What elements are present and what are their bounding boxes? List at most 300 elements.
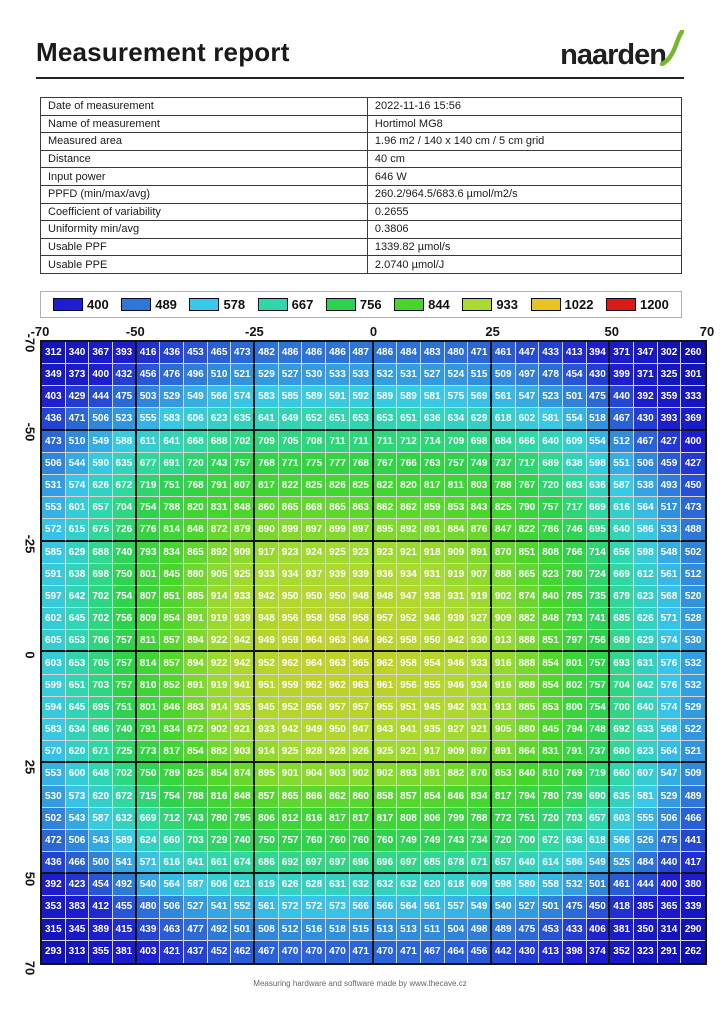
- heatmap-cell: 557: [445, 896, 469, 918]
- heatmap-cell: 470: [374, 941, 398, 963]
- heatmap-cell: 862: [374, 497, 398, 519]
- heatmap-cell: 814: [160, 519, 184, 541]
- heatmap-cell: 942: [445, 630, 469, 652]
- legend-swatch: [189, 298, 219, 311]
- heatmap-cell: 467: [634, 431, 658, 453]
- heatmap-cell: 652: [302, 408, 326, 430]
- heatmap-cell: 864: [516, 741, 540, 763]
- heatmap-cell: 427: [681, 453, 705, 475]
- heatmap-cell: 543: [89, 830, 113, 852]
- heatmap-cell: 866: [302, 786, 326, 808]
- heatmap-cell: 891: [468, 542, 492, 564]
- heatmap-cell: 750: [137, 763, 161, 785]
- heatmap-cell: 891: [421, 763, 445, 785]
- heatmap-cell: 521: [231, 364, 255, 386]
- heatmap-cell: 454: [89, 874, 113, 896]
- heatmap-cell: 851: [539, 630, 563, 652]
- heatmap-cell: 689: [610, 630, 634, 652]
- heatmap-cell: 794: [563, 719, 587, 741]
- heatmap-cell: 510: [66, 431, 90, 453]
- heatmap-cell: 854: [539, 652, 563, 674]
- heatmap-cell: 817: [160, 741, 184, 763]
- heatmap-cell: 749: [421, 830, 445, 852]
- y-axis-tick-label: -50: [22, 422, 38, 442]
- heatmap-cell: 598: [634, 542, 658, 564]
- heatmap-cell: 853: [539, 697, 563, 719]
- heatmap-cell: 725: [113, 741, 137, 763]
- heatmap-cell: 767: [374, 453, 398, 475]
- heatmap-cell: 439: [137, 919, 161, 941]
- heatmap-cell: 857: [160, 630, 184, 652]
- heatmap-cell: 903: [231, 741, 255, 763]
- heatmap-cell: 475: [563, 896, 587, 918]
- heatmap-cell: 561: [492, 386, 516, 408]
- heatmap-cell: 597: [42, 586, 66, 608]
- heatmap-cell: 518: [587, 408, 611, 430]
- heatmap-cell: 403: [137, 941, 161, 963]
- heatmap-cell: 825: [184, 763, 208, 785]
- heatmap-cell: 882: [445, 763, 469, 785]
- heatmap-cell: 769: [563, 763, 587, 785]
- heatmap-cell: 684: [492, 431, 516, 453]
- heatmap-cell: 808: [397, 808, 421, 830]
- heatmap-cell: 359: [658, 386, 682, 408]
- info-table-row: [41, 98, 682, 116]
- heatmap-cell: 692: [610, 719, 634, 741]
- heatmap-cell: 581: [634, 786, 658, 808]
- heatmap-cell: 939: [350, 564, 374, 586]
- heatmap-cell: 489: [681, 786, 705, 808]
- legend-swatch: [121, 298, 151, 311]
- heatmap-cell: 466: [66, 852, 90, 874]
- heatmap-cell: 942: [231, 652, 255, 674]
- heatmap-cell: 554: [563, 408, 587, 430]
- info-table-row: [41, 221, 682, 239]
- heatmap-cell: 919: [468, 586, 492, 608]
- heatmap-cell: 743: [208, 453, 232, 475]
- heatmap-cell: 788: [184, 786, 208, 808]
- heatmap-cell: 467: [255, 941, 279, 963]
- heatmap-cell: 607: [634, 763, 658, 785]
- heatmap-cell: 571: [137, 852, 161, 874]
- heatmap-cell: 566: [208, 386, 232, 408]
- heatmap-cell: 501: [563, 386, 587, 408]
- heatmap-cell: 636: [563, 830, 587, 852]
- heatmap-cell: 573: [66, 786, 90, 808]
- heatmap-cell: 880: [184, 564, 208, 586]
- heatmap-cell: 705: [89, 652, 113, 674]
- heatmap-cell: 345: [66, 919, 90, 941]
- heatmap-cell: 403: [42, 386, 66, 408]
- heatmap-cell: 484: [397, 342, 421, 364]
- heatmap-cell: 751: [160, 475, 184, 497]
- heatmap-cell: 950: [421, 630, 445, 652]
- heatmap-cell: 680: [610, 741, 634, 763]
- heatmap-cell: 948: [350, 586, 374, 608]
- heatmap-cell: 470: [326, 941, 350, 963]
- heatmap-cell: 526: [634, 830, 658, 852]
- heatmap-cell: 919: [445, 564, 469, 586]
- heatmap-cell: 720: [184, 453, 208, 475]
- heatmap-cell: 956: [279, 608, 303, 630]
- heatmap-cell: 636: [587, 475, 611, 497]
- heatmap-cell: 611: [137, 431, 161, 453]
- heatmap-cell: 760: [350, 830, 374, 852]
- heatmap-cell: 894: [184, 630, 208, 652]
- heatmap-cell: 340: [66, 342, 90, 364]
- heatmap-cell: 574: [658, 697, 682, 719]
- heatmap-cell: 512: [681, 564, 705, 586]
- heatmap-cell: 533: [326, 364, 350, 386]
- heatmap-cell: 325: [658, 364, 682, 386]
- heatmap-cell: 817: [421, 475, 445, 497]
- heatmap-cell: 501: [539, 896, 563, 918]
- heatmap-cell: 486: [326, 342, 350, 364]
- heatmap-cell: 957: [374, 608, 398, 630]
- heatmap-cell: 685: [421, 852, 445, 874]
- heatmap-cell: 890: [255, 519, 279, 541]
- heatmap-cell: 956: [397, 675, 421, 697]
- heatmap-cell: 803: [468, 475, 492, 497]
- heatmap-cell: 895: [255, 763, 279, 785]
- legend-item: [326, 297, 382, 312]
- legend-swatch: [258, 298, 288, 311]
- heatmap-cell: 471: [468, 342, 492, 364]
- heatmap-cell: 262: [681, 941, 705, 963]
- heatmap-cell: 825: [302, 475, 326, 497]
- heatmap-cell: 949: [255, 630, 279, 652]
- heatmap-cell: 865: [326, 497, 350, 519]
- heatmap-cell: 475: [658, 830, 682, 852]
- heatmap-cell: 930: [468, 630, 492, 652]
- heatmap-cell: 512: [279, 919, 303, 941]
- heatmap-cell: 385: [634, 896, 658, 918]
- heatmap-cell: 785: [563, 586, 587, 608]
- heatmap-cell: 293: [42, 941, 66, 963]
- heatmap-cell: 714: [421, 431, 445, 453]
- heatmap-cell: 799: [445, 808, 469, 830]
- heatmap-cell: 695: [587, 519, 611, 541]
- heatmap-cell: 500: [89, 852, 113, 874]
- heatmap-cell: 857: [255, 786, 279, 808]
- heatmap-cell: 754: [113, 586, 137, 608]
- heatmap-cell: 894: [184, 652, 208, 674]
- heatmap-cell: 631: [634, 652, 658, 674]
- heatmap-cell: 609: [468, 874, 492, 896]
- heatmap-cell: 672: [113, 786, 137, 808]
- heatmap-cell: 897: [468, 741, 492, 763]
- heatmap-cell: 642: [66, 586, 90, 608]
- heatmap-cell: 657: [492, 852, 516, 874]
- heatmap-cell: 859: [421, 497, 445, 519]
- heatmap-cell: 766: [397, 453, 421, 475]
- heatmap-cell: 814: [137, 652, 161, 674]
- heatmap-cell: 696: [350, 852, 374, 874]
- heatmap-cell: 882: [208, 741, 232, 763]
- heatmap-cell: 620: [89, 786, 113, 808]
- heatmap-cell: 589: [374, 386, 398, 408]
- heatmap-cell: 811: [445, 475, 469, 497]
- heatmap-cell: 706: [89, 630, 113, 652]
- heatmap-cell: 704: [113, 497, 137, 519]
- heatmap-cell: 511: [421, 919, 445, 941]
- heatmap-cell: 518: [326, 919, 350, 941]
- heatmap-cell: 928: [326, 741, 350, 763]
- heatmap-cell: 389: [89, 919, 113, 941]
- heatmap-cell: 636: [421, 408, 445, 430]
- heatmap-cell: 916: [492, 652, 516, 674]
- heatmap-cell: 669: [137, 808, 161, 830]
- heatmap-cell: 641: [255, 408, 279, 430]
- heatmap-cell: 931: [421, 564, 445, 586]
- heatmap-cell: 952: [279, 697, 303, 719]
- heatmap-cell: 517: [658, 497, 682, 519]
- heatmap-cell: 952: [397, 608, 421, 630]
- heatmap-cell: 549: [184, 386, 208, 408]
- heatmap-cell: 945: [255, 697, 279, 719]
- heatmap-cell: 870: [492, 542, 516, 564]
- heatmap-cell: 857: [160, 652, 184, 674]
- heatmap-cell: 635: [113, 453, 137, 475]
- heatmap-cell: 948: [374, 586, 398, 608]
- heatmap-cell: 892: [397, 519, 421, 541]
- heatmap-cell: 553: [42, 497, 66, 519]
- heatmap-cell: 586: [563, 852, 587, 874]
- heatmap-cell: 475: [587, 386, 611, 408]
- heatmap-cell: 488: [681, 519, 705, 541]
- heatmap-cell: 521: [681, 741, 705, 763]
- heatmap-cell: 602: [516, 408, 540, 430]
- heatmap-cell: 958: [397, 652, 421, 674]
- heatmap-cell: 509: [492, 364, 516, 386]
- heatmap-cell: 475: [516, 919, 540, 941]
- heatmap-cell: 513: [374, 919, 398, 941]
- heatmap-cell: 406: [587, 919, 611, 941]
- info-value: 0.3806: [367, 221, 681, 239]
- heatmap-cell: 640: [634, 697, 658, 719]
- heatmap-cell: 587: [184, 874, 208, 896]
- heatmap-cell: 430: [516, 941, 540, 963]
- heatmap-cell: 933: [468, 652, 492, 674]
- heatmap-cell: 603: [42, 652, 66, 674]
- heatmap-cell: 938: [421, 586, 445, 608]
- heatmap-cell: 737: [492, 453, 516, 475]
- heatmap-cell: 688: [208, 431, 232, 453]
- heatmap-cell: 634: [66, 719, 90, 741]
- heatmap-cell: 633: [634, 719, 658, 741]
- heatmap-cell: 923: [374, 542, 398, 564]
- heatmap-cell: 865: [516, 564, 540, 586]
- heatmap-cell: 589: [302, 386, 326, 408]
- heatmap-cell: 790: [516, 497, 540, 519]
- heatmap-cell: 657: [587, 808, 611, 830]
- heatmap-cell: 574: [658, 630, 682, 652]
- heatmap-cell: 935: [231, 697, 255, 719]
- heatmap-cell: 746: [563, 519, 587, 541]
- heatmap-cell: 589: [113, 830, 137, 852]
- heatmap-cell: 923: [350, 542, 374, 564]
- heatmap-cell: 583: [255, 386, 279, 408]
- heatmap-cell: 433: [539, 342, 563, 364]
- heatmap-cell: 902: [374, 763, 398, 785]
- info-value: 40 cm: [367, 150, 681, 168]
- heatmap-cell: 879: [231, 519, 255, 541]
- heatmap-cell: 702: [89, 586, 113, 608]
- heatmap-cell: 931: [445, 586, 469, 608]
- heatmap-cell: 709: [255, 431, 279, 453]
- heatmap-cell: 486: [374, 342, 398, 364]
- legend-value: 578: [223, 296, 246, 312]
- heatmap-cell: 917: [255, 542, 279, 564]
- heatmap-cell: 848: [231, 497, 255, 519]
- heatmap-cell: 868: [302, 497, 326, 519]
- heatmap-cell: 899: [279, 519, 303, 541]
- heatmap-cell: 854: [208, 763, 232, 785]
- heatmap-cell: 580: [516, 874, 540, 896]
- heatmap-cell: 702: [113, 763, 137, 785]
- x-axis-labels: [30, 323, 715, 340]
- heatmap-cell: 623: [634, 741, 658, 763]
- heatmap-cell: 532: [681, 652, 705, 674]
- heatmap-cell: 478: [539, 364, 563, 386]
- x-axis-tick-label: 25: [485, 323, 500, 339]
- heatmap-cell: 641: [184, 852, 208, 874]
- info-value: Hortimol MG8: [367, 115, 681, 133]
- heatmap-cell: 882: [516, 608, 540, 630]
- heatmap-cell: 530: [302, 364, 326, 386]
- heatmap-cell: 808: [539, 542, 563, 564]
- heatmap-cell: 698: [468, 431, 492, 453]
- heatmap-cell: 925: [279, 741, 303, 763]
- heatmap-cell: 702: [89, 608, 113, 630]
- heatmap-cell: 619: [255, 874, 279, 896]
- heatmap-cell: 496: [184, 364, 208, 386]
- heatmap-cell: 483: [421, 342, 445, 364]
- heatmap-cell: 916: [492, 675, 516, 697]
- heatmap-cell: 743: [184, 808, 208, 830]
- heatmap-cell: 623: [208, 408, 232, 430]
- info-table-row: [41, 168, 682, 186]
- heatmap-cell: 923: [279, 542, 303, 564]
- heatmap-cell: 520: [681, 586, 705, 608]
- heatmap-cell: 921: [468, 719, 492, 741]
- heatmap-cell: 951: [255, 675, 279, 697]
- heatmap-cell: 927: [468, 608, 492, 630]
- heatmap-cell: 564: [634, 497, 658, 519]
- heatmap-cell: 506: [89, 408, 113, 430]
- heatmap-cell: 810: [137, 675, 161, 697]
- heatmap-cell: 888: [492, 564, 516, 586]
- heatmap-cell: 939: [231, 608, 255, 630]
- heatmap-cell: 754: [137, 497, 161, 519]
- heatmap-cell: 555: [137, 408, 161, 430]
- heatmap-cell: 623: [634, 586, 658, 608]
- heatmap-cell: 949: [302, 719, 326, 741]
- heatmap-cell: 689: [539, 453, 563, 475]
- heatmap-cell: 672: [113, 475, 137, 497]
- y-axis-tick-label: -70: [22, 333, 38, 353]
- info-value: 1.96 m2 / 140 x 140 cm / 5 cm grid: [367, 133, 681, 151]
- heatmap-cell: 423: [66, 874, 90, 896]
- heatmap-cell: 543: [66, 808, 90, 830]
- heatmap-cell: 895: [374, 519, 398, 541]
- heatmap-cell: 666: [516, 431, 540, 453]
- heatmap-cell: 925: [326, 542, 350, 564]
- heatmap-cell: 621: [231, 874, 255, 896]
- heatmap-cell: 531: [397, 364, 421, 386]
- heatmap-cell: 671: [468, 852, 492, 874]
- heatmap-cell: 508: [255, 919, 279, 941]
- heatmap-cell: 942: [255, 586, 279, 608]
- heatmap-cell: 530: [681, 630, 705, 652]
- heatmap-cell: 581: [421, 386, 445, 408]
- heatmap-cell: 863: [350, 497, 374, 519]
- heatmap-cell: 678: [445, 852, 469, 874]
- info-table-row: [41, 203, 682, 221]
- heatmap-cell: 848: [231, 786, 255, 808]
- heatmap-cell: 840: [516, 763, 540, 785]
- heatmap-cell: 870: [468, 763, 492, 785]
- heatmap-cell: 791: [563, 741, 587, 763]
- heatmap-cell: 739: [563, 786, 587, 808]
- heatmap-cell: 616: [610, 497, 634, 519]
- info-table-row: [41, 115, 682, 133]
- heatmap-cell: 791: [208, 475, 232, 497]
- heatmap-cell: 780: [539, 786, 563, 808]
- heatmap-cell: 788: [160, 497, 184, 519]
- heatmap-cell: 585: [279, 386, 303, 408]
- heatmap-cell: 583: [42, 719, 66, 741]
- heatmap-cell: 506: [658, 808, 682, 830]
- heatmap-cell: 772: [492, 808, 516, 830]
- heatmap-cell: 902: [350, 763, 374, 785]
- heatmap-cell: 465: [208, 342, 232, 364]
- heatmap-cell: 909: [231, 542, 255, 564]
- heatmap-cell: 809: [137, 608, 161, 630]
- heatmap-cell: 541: [208, 896, 232, 918]
- heatmap-cell: 569: [468, 386, 492, 408]
- heatmap-cell: 352: [610, 941, 634, 963]
- heatmap-cell: 925: [231, 564, 255, 586]
- heatmap-cell: 398: [563, 941, 587, 963]
- heatmap-cell: 740: [113, 542, 137, 564]
- heatmap-cell: 904: [302, 763, 326, 785]
- legend-value: 844: [428, 296, 450, 312]
- heatmap-cell: 719: [587, 763, 611, 785]
- heatmap-cell: 471: [397, 941, 421, 963]
- info-label: Distance: [41, 150, 368, 168]
- heatmap-cell: 609: [563, 431, 587, 453]
- heatmap-cell: 444: [634, 874, 658, 896]
- heatmap-cell: 703: [563, 808, 587, 830]
- heatmap-cell: 413: [563, 342, 587, 364]
- heatmap-cell: 822: [516, 519, 540, 541]
- heatmap-cell: 711: [374, 431, 398, 453]
- heatmap-cell: 780: [208, 808, 232, 830]
- heatmap-cell: 891: [492, 741, 516, 763]
- info-table-row: [41, 133, 682, 151]
- heatmap-cell: 885: [184, 586, 208, 608]
- heatmap-cell: 854: [184, 741, 208, 763]
- heatmap-cell: 463: [160, 919, 184, 941]
- heatmap-cell: 950: [326, 586, 350, 608]
- heatmap-cell: 840: [539, 586, 563, 608]
- heatmap-cell: 696: [374, 852, 398, 874]
- heatmap-cell: 453: [184, 342, 208, 364]
- heatmap-cell: 748: [587, 719, 611, 741]
- legend-item: [394, 297, 450, 312]
- heatmap-cell: 461: [610, 874, 634, 896]
